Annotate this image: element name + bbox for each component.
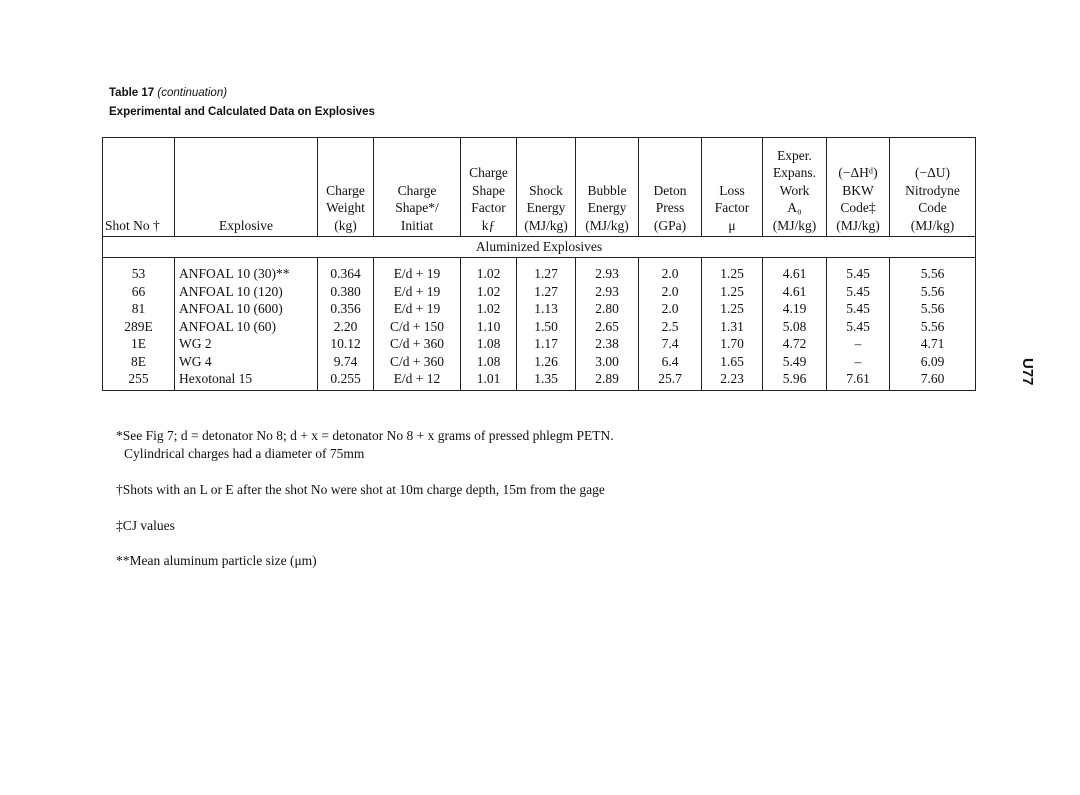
table-cell: 2.23 xyxy=(702,370,763,390)
column-header xyxy=(175,138,318,237)
column-header-line: (MJ/kg) xyxy=(585,217,629,233)
column-header-line: Charge xyxy=(397,182,437,198)
table-cell: 1.50 xyxy=(517,318,576,336)
table-row xyxy=(103,300,976,318)
table-body xyxy=(103,258,976,391)
table-cell: 5.45 xyxy=(827,318,890,336)
footnote-diameter: Cylindrical charges had a diameter of 75mm xyxy=(124,446,365,461)
column-header xyxy=(639,138,702,237)
table-cell: 2.65 xyxy=(576,318,639,336)
column-header-line: Shot No † xyxy=(105,217,160,233)
column-header-line: Loss xyxy=(719,182,745,198)
table-cell: 1.08 xyxy=(461,353,517,371)
column-header-line: Shock xyxy=(529,182,563,198)
table-cell: ANFOAL 10 (120) xyxy=(175,283,318,301)
table-cell: ANFOAL 10 (600) xyxy=(175,300,318,318)
table-label: Table 17 xyxy=(109,87,155,99)
table-row xyxy=(103,283,976,301)
table-cell: 1.08 xyxy=(461,335,517,353)
explosives-data-table xyxy=(102,137,976,391)
column-header xyxy=(890,138,976,237)
column-header-line: Initiat xyxy=(400,217,434,233)
column-header-line: Weight xyxy=(326,200,365,215)
table-cell: 5.49 xyxy=(763,353,827,371)
column-header-line: A₀ xyxy=(787,200,802,215)
table-cell: 1.10 xyxy=(461,318,517,336)
table-cell: 0.356 xyxy=(318,300,374,318)
table-cell: 7.4 xyxy=(639,335,702,353)
column-header xyxy=(827,138,890,237)
column-header-line: kƒ xyxy=(481,217,496,233)
table-cell: 5.56 xyxy=(890,318,976,336)
table-cell: 5.56 xyxy=(890,258,976,283)
column-header-line: Code‡ xyxy=(840,200,876,215)
table-cell: 2.38 xyxy=(576,335,639,353)
table-cell: 1.13 xyxy=(517,300,576,318)
table-cell: 1.02 xyxy=(461,283,517,301)
column-header-line: Explosive xyxy=(219,217,273,233)
table-cell: 2.0 xyxy=(639,283,702,301)
table-cell: 0.364 xyxy=(318,258,374,283)
column-header xyxy=(576,138,639,237)
table-cell: 4.71 xyxy=(890,335,976,353)
table-cell: – xyxy=(827,335,890,353)
table-cell: ANFOAL 10 (60) xyxy=(175,318,318,336)
page-number: U77 xyxy=(1019,358,1036,386)
column-header-line: (−ΔHᵈ) xyxy=(838,165,878,180)
table-cell: 2.80 xyxy=(576,300,639,318)
table-cell: 2.20 xyxy=(318,318,374,336)
table-cell: 1.25 xyxy=(702,283,763,301)
table-cell: 8E xyxy=(103,353,175,371)
table-cell: 6.4 xyxy=(639,353,702,371)
table-cell: 255 xyxy=(103,370,175,390)
table-cell: 1.31 xyxy=(702,318,763,336)
column-header-line: Shape*/ xyxy=(395,200,439,215)
table-cell: 5.45 xyxy=(827,258,890,283)
column-header-line: Shape xyxy=(472,182,505,198)
table-cell: E/d + 19 xyxy=(374,283,461,301)
column-header-line: Charge xyxy=(326,182,365,198)
table-cell: 4.19 xyxy=(763,300,827,318)
table-title: Experimental and Calculated Data on Explosives xyxy=(109,106,375,118)
table-cell: 1.70 xyxy=(702,335,763,353)
table-cell: 2.93 xyxy=(576,258,639,283)
column-header xyxy=(318,138,374,237)
table-cell: 1.25 xyxy=(702,300,763,318)
table-cell: 2.0 xyxy=(639,300,702,318)
table-cell: 2.89 xyxy=(576,370,639,390)
table-row xyxy=(103,353,976,371)
footnote-shot-depth: †Shots with an L or E after the shot No were shot at 10m charge depth, 15m from the gage xyxy=(116,482,605,497)
table-cell: 2.5 xyxy=(639,318,702,336)
table-cell: 1.01 xyxy=(461,370,517,390)
table-cell: C/d + 150 xyxy=(374,318,461,336)
column-header-line: Exper. xyxy=(777,147,812,163)
table-cell: 1.26 xyxy=(517,353,576,371)
table-cell: 7.60 xyxy=(890,370,976,390)
table-cell: 5.56 xyxy=(890,283,976,301)
column-header-line: μ xyxy=(728,217,736,233)
column-header-line: (MJ/kg) xyxy=(910,217,955,233)
table-cell: ANFOAL 10 (30)** xyxy=(175,258,318,283)
column-header-line: Factor xyxy=(471,200,506,215)
table-cell: 1.02 xyxy=(461,258,517,283)
table-cell: 9.74 xyxy=(318,353,374,371)
table-cell: WG 2 xyxy=(175,335,318,353)
table-row xyxy=(103,335,976,353)
footnote-particle-size: **Mean aluminum particle size (μm) xyxy=(116,553,317,568)
table-cell: 0.380 xyxy=(318,283,374,301)
table-cell: 4.61 xyxy=(763,258,827,283)
column-header-line: (kg) xyxy=(334,217,357,233)
column-header-line: Bubble xyxy=(587,182,627,198)
column-header xyxy=(517,138,576,237)
table-cell: 4.72 xyxy=(763,335,827,353)
table-row xyxy=(103,318,976,336)
column-header-line: (GPa) xyxy=(653,217,687,233)
table-cell: 1E xyxy=(103,335,175,353)
table-cell: 81 xyxy=(103,300,175,318)
table-cell: 5.96 xyxy=(763,370,827,390)
column-header xyxy=(763,138,827,237)
column-header-line: Charge xyxy=(469,165,508,180)
table-header-row xyxy=(103,138,976,237)
footnote-cj-values: ‡CJ values xyxy=(116,518,175,533)
column-header-line: Factor xyxy=(714,200,750,215)
column-header-line: Deton xyxy=(653,182,687,198)
column-header-line: Press xyxy=(655,200,685,215)
table-cell: 1.25 xyxy=(702,258,763,283)
column-header xyxy=(374,138,461,237)
table-cell: 0.255 xyxy=(318,370,374,390)
table-continuation: (continuation) xyxy=(157,87,228,99)
column-header-line: Work xyxy=(779,182,810,198)
table-cell: 4.61 xyxy=(763,283,827,301)
table-cell: 7.61 xyxy=(827,370,890,390)
table-cell: WG 4 xyxy=(175,353,318,371)
column-header-line: Nitrodyne xyxy=(905,182,960,198)
table-row xyxy=(103,258,976,283)
column-header-line: Code xyxy=(918,200,947,215)
table-row xyxy=(103,370,976,390)
column-header xyxy=(702,138,763,237)
section-label: Aluminized Explosives xyxy=(103,237,976,258)
table-cell: C/d + 360 xyxy=(374,335,461,353)
column-header-line: (MJ/kg) xyxy=(772,217,817,233)
table-cell: 1.02 xyxy=(461,300,517,318)
column-header-line: Expans. xyxy=(772,165,817,180)
table-cell: 25.7 xyxy=(639,370,702,390)
table-cell: 1.17 xyxy=(517,335,576,353)
table-cell: 5.08 xyxy=(763,318,827,336)
table-cell: 5.45 xyxy=(827,283,890,301)
table-cell: 3.00 xyxy=(576,353,639,371)
column-header-line: BKW xyxy=(842,182,874,198)
table-cell: Hexotonal 15 xyxy=(175,370,318,390)
table-cell: 5.45 xyxy=(827,300,890,318)
table-cell: 1.27 xyxy=(517,258,576,283)
column-header-line: Energy xyxy=(587,200,627,215)
table-cell: 289E xyxy=(103,318,175,336)
table-cell: 2.93 xyxy=(576,283,639,301)
column-header-line: Energy xyxy=(526,200,566,215)
table-cell: E/d + 12 xyxy=(374,370,461,390)
table-cell: C/d + 360 xyxy=(374,353,461,371)
column-header xyxy=(103,138,175,237)
column-header-line: (−ΔU) xyxy=(914,165,951,180)
table-cell: 2.0 xyxy=(639,258,702,283)
column-header xyxy=(461,138,517,237)
footnote-detonator: *See Fig 7; d = detonator No 8; d + x = detonator No 8 + x grams of pressed phlegm PETN. xyxy=(116,428,614,443)
table-caption-line xyxy=(109,87,227,99)
table-cell: 53 xyxy=(103,258,175,283)
table-cell: 1.65 xyxy=(702,353,763,371)
table-cell: 66 xyxy=(103,283,175,301)
table-cell: E/d + 19 xyxy=(374,300,461,318)
column-header-line: (MJ/kg) xyxy=(524,217,568,233)
column-header-line: (MJ/kg) xyxy=(836,217,880,233)
table-cell: 10.12 xyxy=(318,335,374,353)
section-row xyxy=(103,237,976,258)
table-cell: 1.27 xyxy=(517,283,576,301)
table-cell: 1.35 xyxy=(517,370,576,390)
table-cell: 5.56 xyxy=(890,300,976,318)
table-cell: 6.09 xyxy=(890,353,976,371)
table-cell: E/d + 19 xyxy=(374,258,461,283)
table-cell: – xyxy=(827,353,890,371)
